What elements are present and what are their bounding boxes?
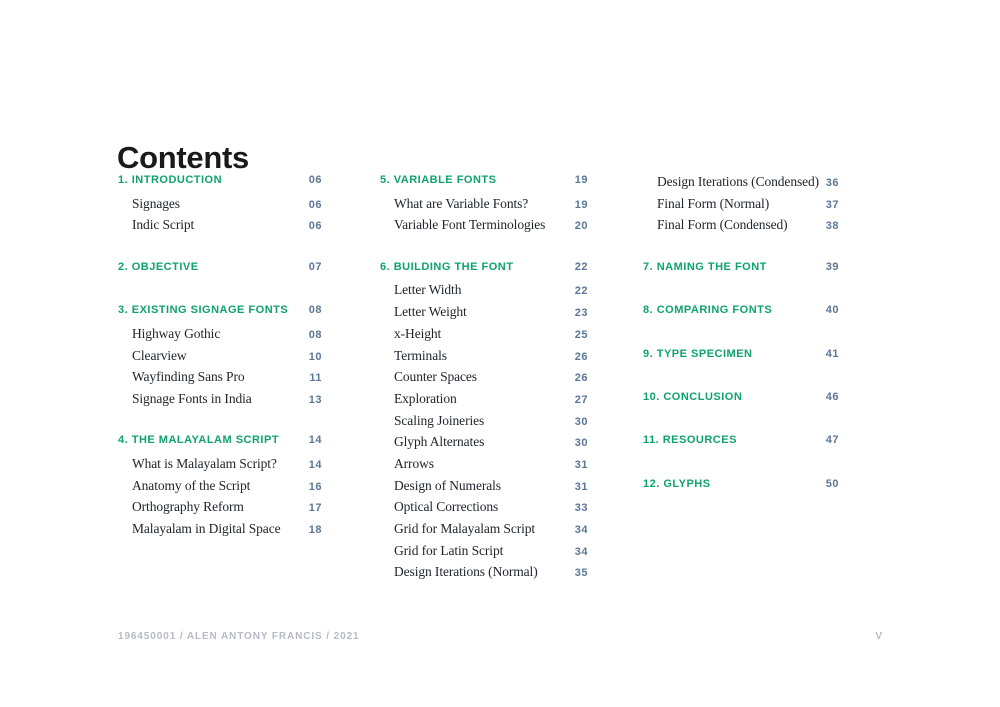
toc-section-label: 5. VARIABLE FONTS [380,174,497,186]
toc-item-page: 31 [574,480,588,493]
toc-item-label: Wayfinding Sans Pro [132,369,245,385]
toc-item-label: Design Iterations (Condensed) [657,174,820,189]
toc-item-page: 35 [574,567,588,580]
toc-item [118,369,322,391]
toc-section-page: 06 [308,174,322,186]
toc-item-page: 34 [574,524,588,536]
toc-section-label: 4. THE MALAYALAM SCRIPT [118,434,280,447]
toc-item [380,434,588,456]
toc-section [118,304,322,412]
footer-author-line: 196450001 / ALEN ANTONY FRANCIS / 2021 [118,631,360,642]
footer-page-number: V [875,631,883,642]
toc-item-page: 14 [308,458,322,471]
toc-section-header [380,261,588,283]
toc-section-header [118,304,322,326]
toc-section [643,434,839,456]
toc-item-label: What are Variable Fonts? [394,195,529,211]
toc-item [380,369,588,391]
toc-section-page: 22 [574,260,588,273]
toc-item-page: 30 [574,415,588,428]
toc-item [380,282,588,304]
toc-item-label: Scaling Joineries [394,412,485,428]
toc-item-page: 17 [308,502,322,515]
toc-section-page: 39 [825,260,839,273]
toc-section [643,261,839,283]
toc-item-label: Optical Corrections [394,499,499,515]
toc-section-label: 8. COMPARING FONTS [643,304,773,317]
toc-section [643,478,839,500]
toc-item-label: Arrows [394,455,434,471]
toc-item [380,564,588,586]
toc-item-label: What is Malayalam Script? [132,455,277,471]
toc-item [118,456,322,478]
toc-item-label: Indic Script [132,217,195,233]
toc-item-page: 27 [574,393,588,406]
toc-item-label: Design of Numerals [394,477,501,493]
toc-section-label: 3. EXISTING SIGNAGE FONTS [118,304,289,317]
toc-item-page: 16 [308,480,322,493]
toc-section-header [643,261,839,283]
toc-item-page: 10 [308,350,322,363]
toc-section-label: 12. GLYPHS [643,477,711,490]
toc-section [380,174,588,239]
toc-section-header [118,434,322,456]
toc-item [380,217,588,239]
toc-item [118,521,322,543]
toc-section-label: 6. BUILDING THE FONT [380,260,514,273]
toc-section-header [380,174,588,196]
toc-item [118,478,322,500]
toc-item-label: Anatomy of the Script [132,477,251,493]
toc-item-label: Terminals [394,347,447,363]
toc-section-label: 7. NAMING THE FONT [643,260,767,273]
toc-item-label: Final Form (Normal) [657,195,770,211]
toc-section-label: 10. CONCLUSION [643,390,743,403]
toc-item-label: Clearview [132,347,187,363]
toc-item-page: 30 [574,437,588,450]
toc-section-page: 07 [308,260,322,273]
toc-section-page: 47 [825,434,839,447]
toc-section-header [118,261,322,283]
toc-section-page: 08 [308,304,322,317]
toc-item-label: Final Form (Condensed) [657,217,788,233]
toc-item-label: Glyph Alternates [394,434,485,450]
toc-item-page: 06 [308,198,322,211]
toc-section-page: 46 [825,390,839,403]
toc-section-page: 14 [308,434,322,447]
toc-item-label: Orthography Reform [132,499,244,515]
toc-item [118,217,322,239]
toc-item-page: 23 [574,307,588,320]
toc-item [118,391,322,413]
toc-item-page: 37 [825,198,839,211]
toc-item-label: Grid for Malayalam Script [394,521,536,536]
toc-item [380,391,588,413]
toc-item-page: 25 [574,328,588,341]
toc-item-page: 18 [308,524,322,536]
toc-item-label: Malayalam in Digital Space [132,521,281,536]
toc-section [118,174,322,239]
toc-section-label: 2. OBJECTIVE [118,260,199,273]
toc-section-label: 11. RESOURCES [643,434,737,447]
toc-item-page: 06 [308,220,322,233]
toc-item-page: 38 [825,220,839,233]
toc-section [643,304,839,326]
toc-section-page: 41 [825,347,839,360]
toc-item-page: 26 [574,372,588,385]
toc-item [380,521,588,543]
toc-item-label: Signage Fonts in India [132,390,252,406]
toc-item-label: Highway Gothic [132,325,221,341]
toc-item [380,499,588,521]
toc-item [118,196,322,218]
toc-item [118,348,322,370]
toc-section [118,434,322,542]
toc-section-page: 40 [825,304,839,317]
toc-column-1 [118,174,322,564]
toc-section [380,261,588,586]
toc-item-label: x-Height [394,325,442,341]
toc-column-3 [643,174,839,521]
toc-item [380,413,588,435]
toc-item-label: Signages [132,195,180,211]
toc-section [643,348,839,370]
toc-item-label: Design Iterations (Normal) [394,564,538,580]
toc-item [380,456,588,478]
toc-section [643,174,839,239]
toc-item-page: 22 [574,285,588,298]
toc-section [643,391,839,413]
toc-section [118,261,322,283]
toc-item-label: Letter Weight [394,304,467,320]
toc-item-page: 20 [574,220,588,233]
toc-section-label: 1. INTRODUCTION [118,174,223,186]
toc-item-page: 36 [825,177,839,189]
toc-section-page: 19 [574,174,588,186]
page-title: Contents [117,139,249,175]
toc-section-header [643,348,839,370]
toc-item [643,196,839,218]
toc-item-page: 13 [308,393,322,406]
toc-item [380,326,588,348]
toc-item [118,326,322,348]
toc-item-page: 19 [574,198,588,211]
toc-item-page: 31 [574,458,588,471]
toc-item-label: Grid for Latin Script [394,542,504,558]
toc-item-page: 34 [574,545,588,558]
toc-item-label: Letter Width [394,282,462,298]
toc-item-page: 26 [574,350,588,363]
toc-item-page: 33 [574,502,588,515]
toc-section-header [643,391,839,413]
toc-item [643,174,839,196]
toc-section-header [643,434,839,456]
toc-item-page: 08 [308,328,322,341]
toc-item [380,543,588,565]
toc-item-label: Exploration [394,390,457,406]
toc-column-2 [380,174,588,608]
toc-section-label: 9. TYPE SPECIMEN [643,347,753,360]
toc-item-page: 11 [309,372,322,385]
toc-item [380,196,588,218]
toc-section-page: 50 [825,477,839,490]
toc-item [380,304,588,326]
toc-item-label: Counter Spaces [394,369,477,385]
toc-item [643,217,839,239]
toc-item [380,478,588,500]
toc-item [118,499,322,521]
toc-section-header [643,304,839,326]
toc-section-header [643,478,839,500]
toc-section-header [118,174,322,196]
toc-item [380,348,588,370]
toc-item-label: Variable Font Terminologies [394,217,546,233]
